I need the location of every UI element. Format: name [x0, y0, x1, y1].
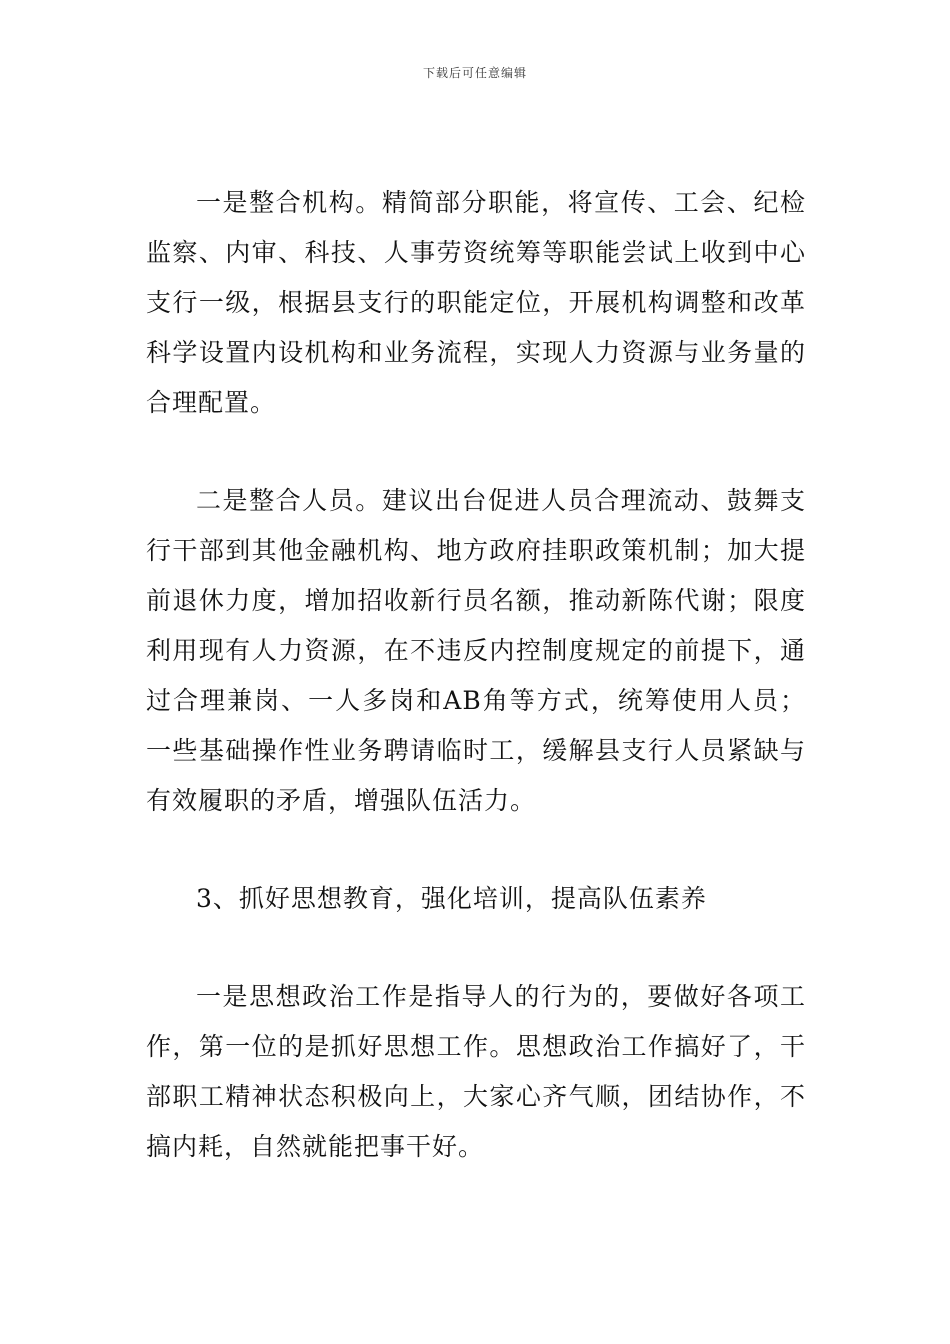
document-body — [146, 178, 806, 1172]
paragraph-spacer — [146, 924, 806, 972]
paragraph-integrate-personnel: 二是整合人员。建议出台促进人员合理流动、鼓舞支行干部到其他金融机构、地方政府挂职政策机制；加大提前退休力度，增加招收新行员名额，推动新陈代谢；限度利用现有人力资源，在不违反内控制度规定的前提下，通过合理兼岗、一人多岗和AB角等方式，统筹使用人员；一些基础操作性业务聘请临时工，缓解县支行人员紧缺与有效履职的矛盾，增强队伍活力。 — [146, 486, 806, 815]
page-header: 下载后可任意编辑 — [422, 66, 527, 80]
paragraph-integrate-institutions: 一是整合机构。精简部分职能，将宣传、工会、纪检监察、内审、科技、人事劳资统筹等职能尝试上收到中心支行一级，根据县支行的职能定位，开展机构调整和改革科学设置内设机构和业务流程，实现人力资源与业务量的合理配置。 — [146, 188, 806, 417]
paragraph-ideological-work: 一是思想政治工作是指导人的行为的，要做好各项工作，第一位的是抓好思想工作。思想政治工作搞好了，干部职工精神状态积极向上，大家心齐气顺，团结协作，不搞内耗，自然就能把事干好。 — [146, 982, 806, 1161]
section-heading: 3、抓好思想教育，强化培训，提高队伍素养 — [196, 884, 707, 913]
paragraph-spacer — [146, 826, 806, 874]
paragraph-spacer — [146, 428, 806, 476]
